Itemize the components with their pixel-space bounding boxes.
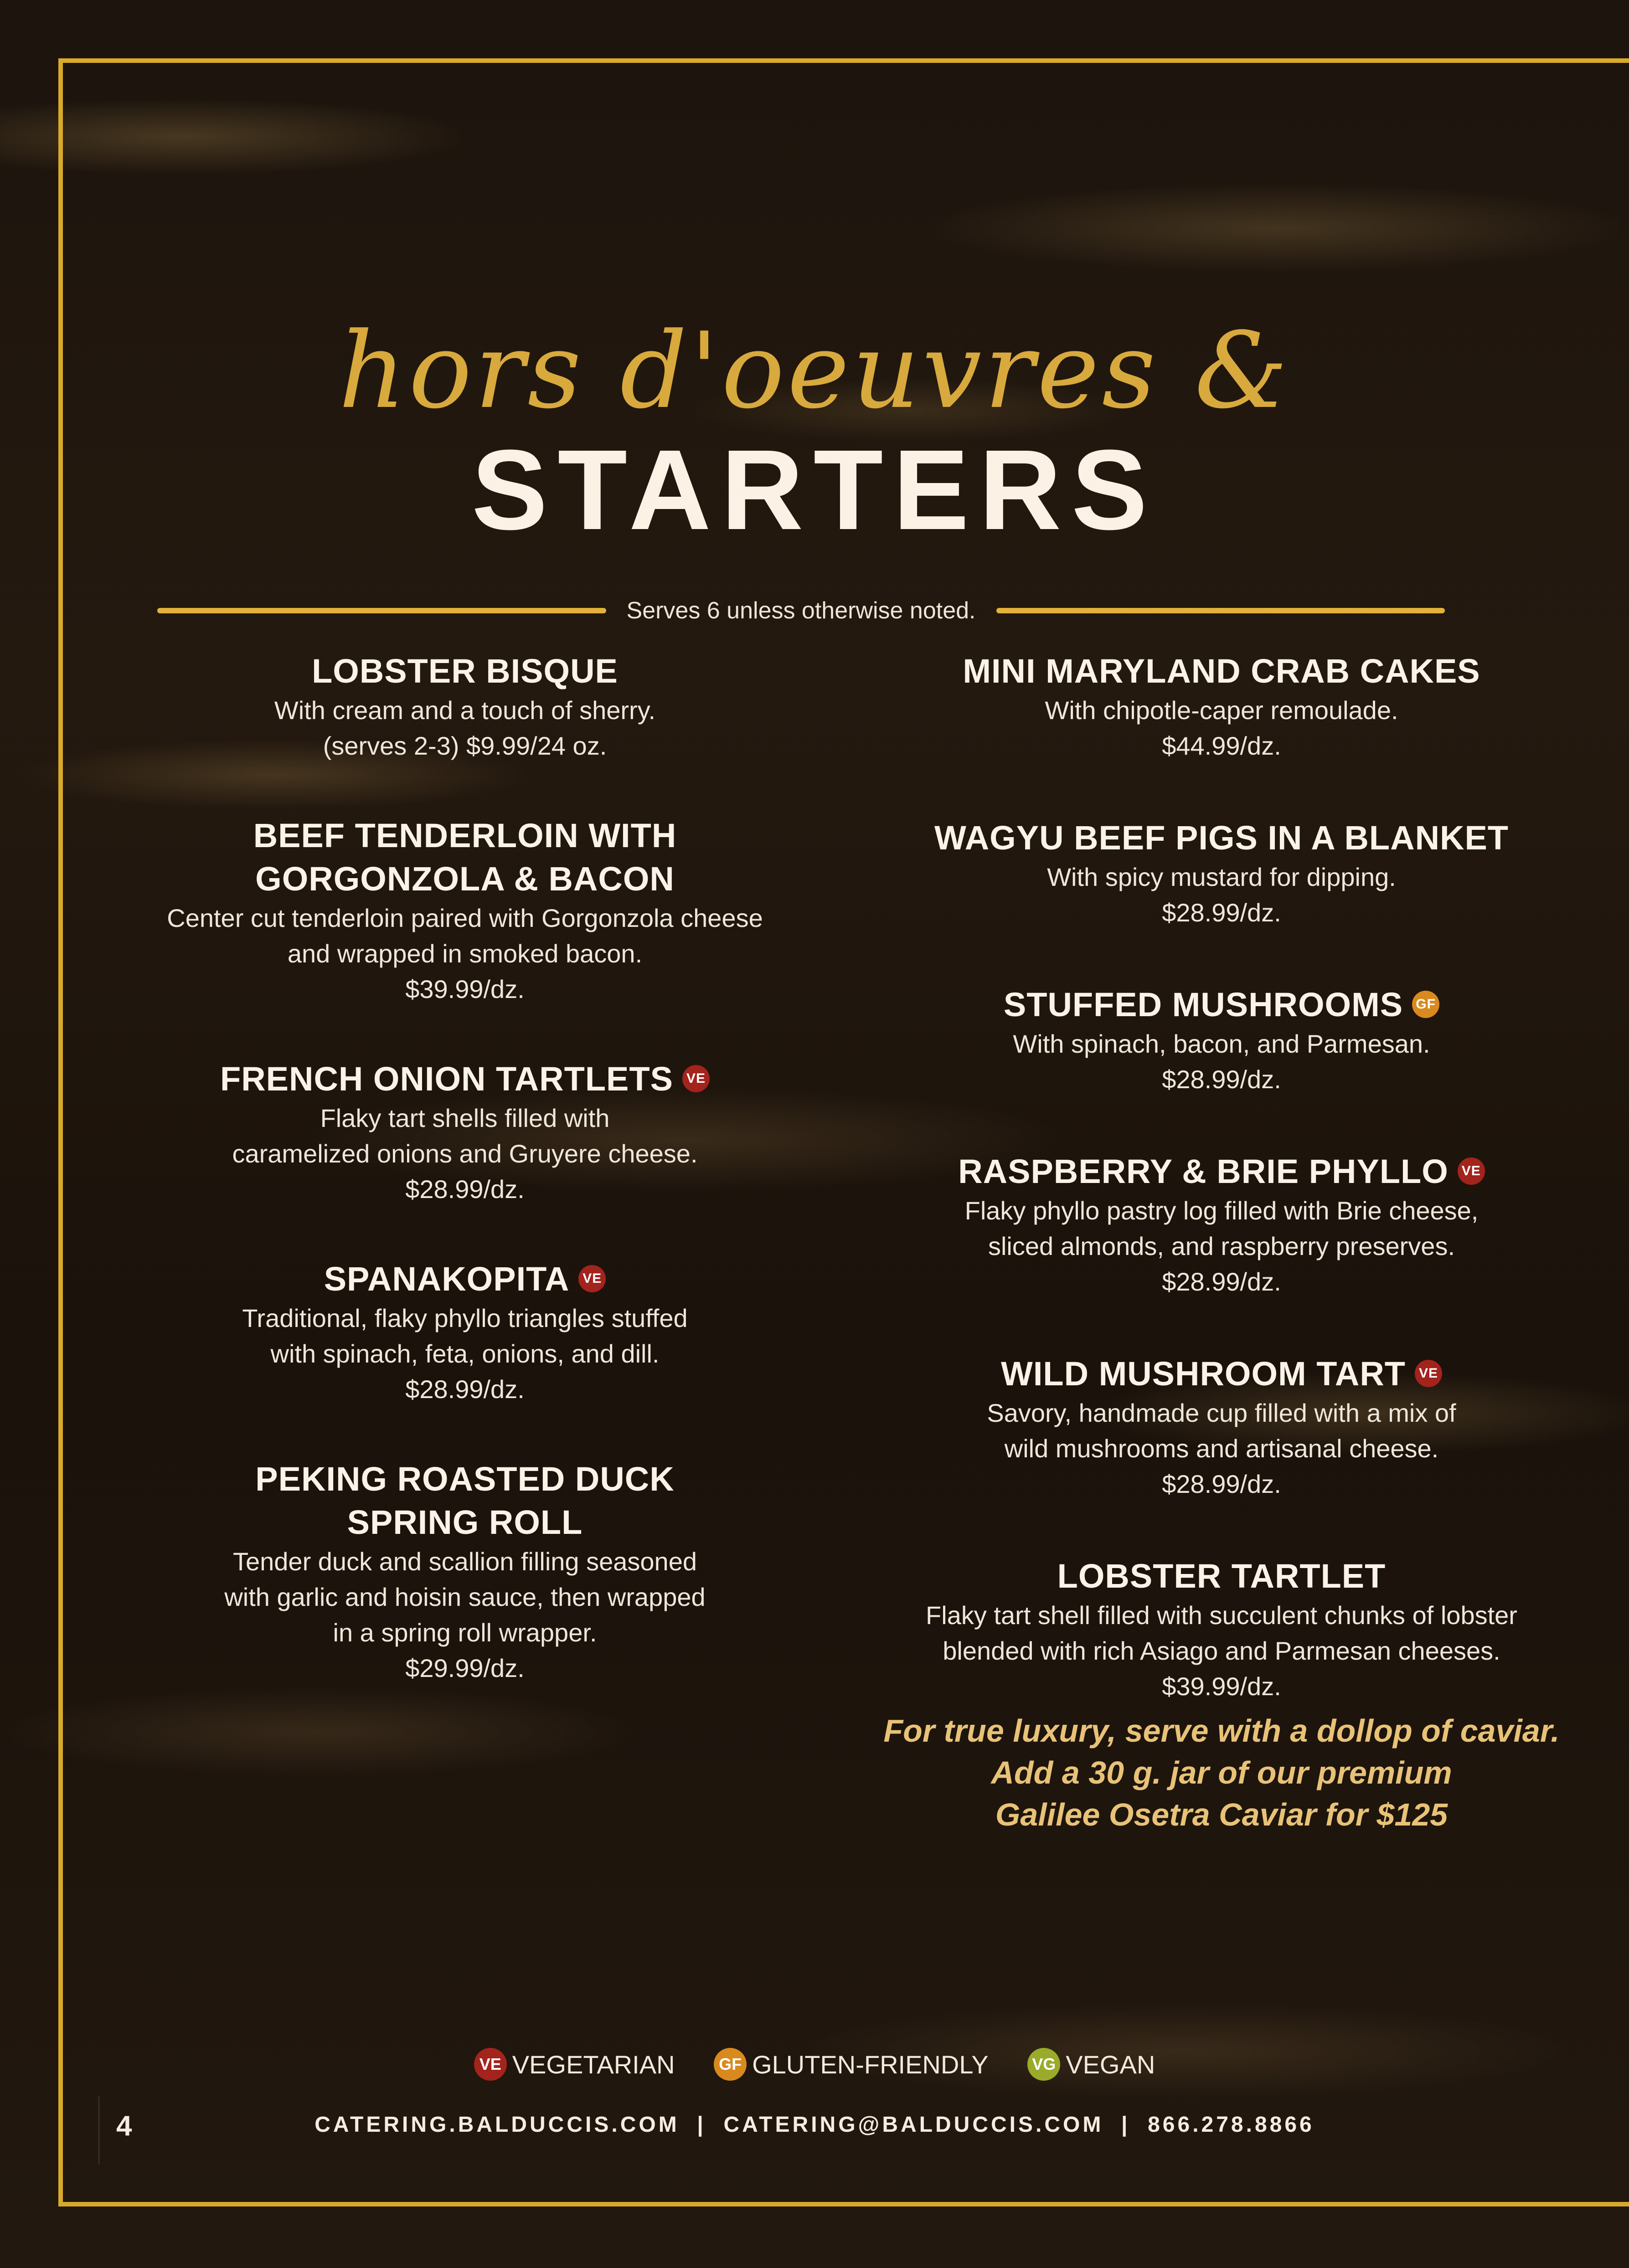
item-desc-line: With spicy mustard for dipping. xyxy=(1047,863,1396,891)
page-heading xyxy=(0,310,1629,553)
caviar-line: For true luxury, serve with a dollop of caviar. xyxy=(883,1713,1560,1749)
gluten-friendly-badge-icon: GF xyxy=(1412,991,1439,1018)
item-desc-line: Flaky tart shells filled with xyxy=(320,1104,610,1132)
item-desc-line: Tender duck and scallion filling seasoned xyxy=(233,1547,697,1576)
caviar-line: Galilee Osetra Caviar for $125 xyxy=(995,1797,1448,1832)
item-name: LOBSTER BISQUE xyxy=(312,652,618,690)
menu-item-wagyu-pigs-in-blanket xyxy=(857,816,1586,931)
item-desc-line: wild mushrooms and artisanal cheese. xyxy=(1004,1434,1439,1463)
item-name: LOBSTER TARTLET xyxy=(1057,1557,1386,1595)
item-price: $28.99/dz. xyxy=(1162,1470,1281,1498)
item-price: $28.99/dz. xyxy=(1162,1065,1281,1094)
page-title: STARTERS xyxy=(471,426,1158,553)
menu-item-crab-cakes xyxy=(857,649,1586,764)
legend-gluten-friendly xyxy=(714,2048,989,2081)
menu-item-raspberry-brie-phyllo xyxy=(857,1150,1586,1300)
item-desc-line: and wrapped in smoked bacon. xyxy=(287,939,643,968)
gluten-friendly-badge-icon: GF xyxy=(714,2048,747,2081)
menu-item-peking-duck-spring-roll xyxy=(100,1457,830,1686)
item-desc-line: in a spring roll wrapper. xyxy=(333,1618,597,1647)
item-name-line: SPRING ROLL xyxy=(347,1503,583,1541)
vegan-badge-icon: VG xyxy=(1027,2048,1060,2081)
item-desc-line: Center cut tenderloin paired with Gorgonzola cheese xyxy=(167,904,763,932)
item-name-row xyxy=(100,1057,830,1101)
caviar-line: Add a 30 g. jar of our premium xyxy=(991,1755,1452,1790)
item-price: (serves 2-3) $9.99/24 oz. xyxy=(323,731,607,760)
item-name-line: BEEF TENDERLOIN WITH xyxy=(253,817,677,854)
legend-label: VEGETARIAN xyxy=(512,2050,675,2079)
item-name: WILD MUSHROOM TART xyxy=(1000,1355,1406,1393)
menu-item-spanakopita xyxy=(100,1257,830,1407)
item-name: RASPBERRY & BRIE PHYLLO xyxy=(958,1152,1449,1190)
item-price: $39.99/dz. xyxy=(405,975,525,1003)
vegetarian-badge-icon: VE xyxy=(1458,1157,1485,1185)
item-price: $28.99/dz. xyxy=(1162,1267,1281,1296)
item-desc-line: with garlic and hoisin sauce, then wrapped xyxy=(224,1583,706,1611)
item-name-row xyxy=(857,1150,1586,1193)
menu-item-lobster-bisque xyxy=(100,649,830,764)
left-menu-column xyxy=(100,649,830,1686)
item-name-row xyxy=(857,1352,1586,1395)
divider-right xyxy=(996,608,1445,613)
legend-label: GLUTEN-FRIENDLY xyxy=(752,2050,989,2079)
legend-vegetarian xyxy=(474,2048,675,2081)
menu-item-beef-tenderloin xyxy=(100,814,830,1007)
item-price: $44.99/dz. xyxy=(1162,731,1281,760)
footer-contact: CATERING.BALDUCCIS.COM | CATERING@BALDUCCIS.COM | 866.278.8866 xyxy=(314,2113,1315,2137)
menu-item-lobster-tartlet xyxy=(857,1554,1586,1704)
legend-label: VEGAN xyxy=(1066,2050,1155,2079)
item-desc-line: With spinach, bacon, and Parmesan. xyxy=(1013,1029,1430,1058)
item-name: FRENCH ONION TARTLETS xyxy=(220,1060,673,1098)
item-desc-line: Flaky phyllo pastry log filled with Brie cheese, xyxy=(964,1196,1479,1225)
item-name-row xyxy=(857,983,1586,1026)
item-name-line: GORGONZOLA & BACON xyxy=(255,860,675,898)
serving-note: Serves 6 unless otherwise noted. xyxy=(626,597,976,624)
page-number: 4 xyxy=(116,2110,132,2142)
divider-left xyxy=(157,608,606,613)
vegetarian-badge-icon: VE xyxy=(682,1065,710,1092)
vegetarian-badge-icon: VE xyxy=(474,2048,507,2081)
legend-vegan xyxy=(1027,2048,1155,2081)
caviar-upsell-note xyxy=(857,1710,1586,1836)
right-menu-column xyxy=(857,649,1586,1836)
item-desc-line: with spinach, feta, onions, and dill. xyxy=(270,1339,660,1368)
item-desc-line: Traditional, flaky phyllo triangles stuffed xyxy=(242,1304,688,1332)
item-name-row xyxy=(100,1257,830,1301)
menu-item-stuffed-mushrooms xyxy=(857,983,1586,1097)
item-name-line: PEKING ROASTED DUCK xyxy=(255,1460,675,1498)
item-desc-line: caramelized onions and Gruyere cheese. xyxy=(232,1139,698,1168)
item-desc-line: Savory, handmade cup filled with a mix of xyxy=(987,1399,1456,1427)
item-name: MINI MARYLAND CRAB CAKES xyxy=(963,652,1480,690)
item-price: $39.99/dz. xyxy=(1162,1672,1281,1701)
item-price: $28.99/dz. xyxy=(405,1375,525,1404)
item-desc-line: With cream and a touch of sherry. xyxy=(274,696,656,725)
item-desc-line: sliced almonds, and raspberry preserves. xyxy=(988,1232,1455,1260)
item-name: WAGYU BEEF PIGS IN A BLANKET xyxy=(934,819,1509,857)
item-desc-line: With chipotle-caper remoulade. xyxy=(1045,696,1398,725)
item-price: $28.99/dz. xyxy=(1162,898,1281,927)
item-name: SPANAKOPITA xyxy=(324,1260,570,1298)
item-desc-line: blended with rich Asiago and Parmesan cheeses. xyxy=(943,1636,1500,1665)
item-price: $28.99/dz. xyxy=(405,1175,525,1203)
item-name: STUFFED MUSHROOMS xyxy=(1003,986,1403,1023)
menu-item-french-onion-tartlets xyxy=(100,1057,830,1207)
vegetarian-badge-icon: VE xyxy=(578,1265,606,1292)
menu-item-wild-mushroom-tart xyxy=(857,1352,1586,1502)
serving-note-row xyxy=(157,592,1445,629)
item-desc-line: Flaky tart shell filled with succulent chunks of lobster xyxy=(926,1601,1517,1630)
vegetarian-badge-icon: VE xyxy=(1415,1360,1442,1387)
item-price: $29.99/dz. xyxy=(405,1654,525,1682)
script-subtitle: hors d'oeuvres & xyxy=(338,310,1291,432)
dietary-legend xyxy=(0,2046,1629,2081)
